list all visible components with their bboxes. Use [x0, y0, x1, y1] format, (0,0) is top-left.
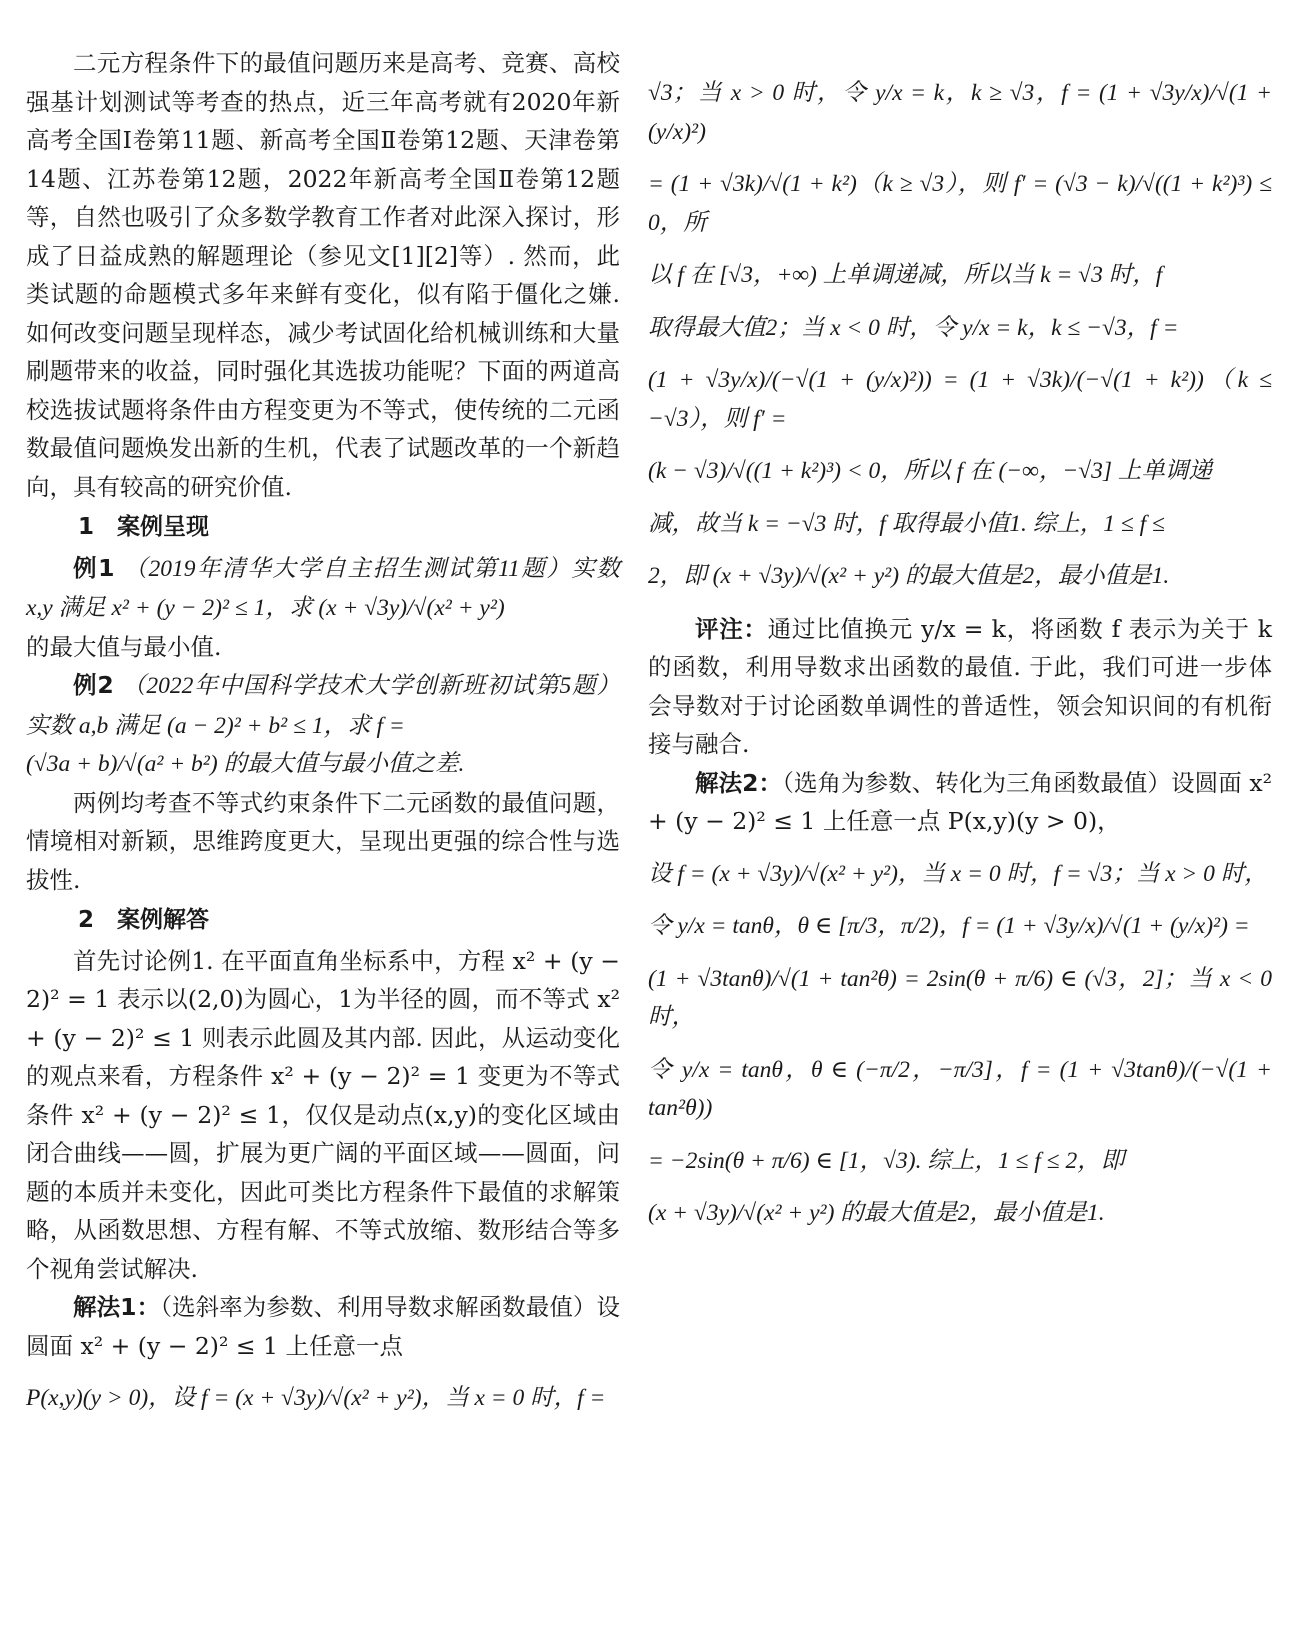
- solution-2: [648, 764, 1272, 841]
- math-line-5: (1 + √3y/x)/(−√(1 + (y/x)²)) = (1 + √3k)/(−√(1 + k²))（k ≤ −√3），则 f′ =: [648, 367, 1272, 432]
- example-1-text: （2019年清华大学自主招生测试第11题）实数 x,y 满足 x² + (y − 2)² ≤ 1，求 (x + √3y)/√(x² + y²): [26, 555, 620, 621]
- math-line-8: 2，即 (x + √3y)/√(x² + y²) 的最大值是2，最小值是1.: [648, 563, 1170, 589]
- solution-2-text: （选角为参数、转化为三角函数最值）设圆面 x² + (y − 2)² ≤ 1 上任意一点 P(x,y)(y > 0)，: [648, 768, 1272, 835]
- math-line-6: (k − √3)/√((1 + k²)³) < 0，所以 f 在 (−∞，−√3] 上单调递: [648, 458, 1212, 484]
- section-1-heading: 1 案例呈现: [78, 514, 210, 540]
- intro-paragraph: 二元方程条件下的最值问题历来是高考、竞赛、高校强基计划测试等考查的热点，近三年高考就有2020年新高考全国Ⅰ卷第11题、新高考全国Ⅱ卷第12题、天津卷第14题、江苏卷第12题，2022年新高考全国Ⅱ卷第12题等，自然也吸引了众多数学教育工作者对此深入探讨，形成了日益成熟的解题理论（参见文[1][2]等）. 然而，此类试题的命题模式多年来鲜有变化，似有陷于僵化之嫌. 如何改变问题呈现样态，减少考试固化给机械训练和大量刷题带来的收益，同时强化其选拔功能呢？下面的两道高校选拔试题将条件由方程变更为不等式，使传统的二元函数最值问题焕发出新的生机，代表了试题改革的一个新趋向，具有较高的研究价值.: [26, 49, 620, 501]
- example-2-label: 例2: [73, 671, 114, 699]
- math-line-13: = −2sin(θ + π/6) ∈ [1，√3). 综上，1 ≤ f ≤ 2，即: [648, 1147, 1125, 1174]
- math-line-9: 设 f = (x + √3y)/√(x² + y²)，当 x = 0 时，f = √3；当 x > 0 时，: [648, 860, 1268, 887]
- example-2-text: （2022年中国科学技术大学创新班初试第5题）实数 a,b 满足 (a − 2)² + b² ≤ 1，求 f =: [26, 673, 620, 739]
- math-line-1: √3；当 x > 0 时，令 y/x = k，k ≥ √3，f = (1 + √3y/x)/√(1 + (y/x)²): [648, 80, 1272, 145]
- right-column: [648, 60, 1272, 1247]
- math-line-10: 令 y/x = tanθ，θ ∈ [π/3，π/2)，f = (1 + √3y/x)/√(1 + (y/x)²) =: [648, 913, 1250, 939]
- comment-text: 通过比值换元 y/x = k，将函数 f 表示为关于 k 的函数，利用导数求出函数的最值. 于此，我们可进一步体会导数对于讨论函数单调性的普适性，领会知识间的有机衔接与融合.: [648, 614, 1273, 758]
- math-line-4: 取得最大值2；当 x < 0 时，令 y/x = k，k ≤ −√3，f =: [648, 314, 1179, 341]
- math-line-12: 令 y/x = tanθ，θ ∈ (−π/2，−π/3]，f = (1 + √3tanθ)/(−√(1 + tan²θ)): [648, 1056, 1272, 1121]
- comment-label: 评注：: [695, 614, 768, 643]
- section-2-heading: 2 案例解答: [78, 907, 210, 933]
- math-line-3: 以 f 在 [√3，+∞) 上单调递减，所以当 k = √3 时，f: [648, 262, 1163, 288]
- math-line-2: = (1 + √3k)/√(1 + k²)（k ≥ √3），则 f′ = (√3 − k)/√((1 + k²)³) ≤ 0，所: [648, 171, 1272, 236]
- solution-1-label: 解法1：: [73, 1293, 161, 1321]
- math-line-7: 减，故当 k = −√3 时，f 取得最小值1. 综上，1 ≤ f ≤: [648, 510, 1165, 537]
- solution-1: [26, 1288, 620, 1365]
- example-1-label: 例1: [73, 553, 115, 582]
- both-examples-paragraph: 两例均考查不等式约束条件下二元函数的最值问题，情境相对新颖，思维跨度更大，呈现出更强的综合性与选拔性.: [26, 788, 620, 894]
- solution-1-text: （选斜率为参数、利用导数求解函数最值）设圆面 x² + (y − 2)² ≤ 1 上任意一点: [26, 1293, 620, 1360]
- math-line-14: (x + √3y)/√(x² + y²) 的最大值是2，最小值是1.: [648, 1200, 1105, 1226]
- comment-paragraph: [648, 610, 1272, 764]
- left-column: [26, 44, 620, 1432]
- analysis-paragraph: 首先讨论例1. 在平面直角坐标系中，方程 x² + (y − 2)² = 1 表示以(2,0)为圆心，1为半径的圆，而不等式 x² + (y − 2)² ≤ 1 则表示此圆及其内部. 因此，从运动变化的观点来看，方程条件 x² + (y − 2)² = 1 变更为不等式条件 x² + (y − 2)² ≤ 1，仅仅是动点(x,y)的变化区域由闭合曲线——圆，扩展为更广阔的平面区域——圆面，问题的本质并未变化，因此可类比方程条件下最值的求解策略，从函数思想、方程有解、不等式放缩、数形结合等多个视角尝试解决.: [26, 946, 620, 1283]
- example-2: [26, 666, 620, 745]
- solution-1-line: P(x,y)(y > 0)，设 f = (x + √3y)/√(x² + y²)，当 x = 0 时，f =: [26, 1385, 606, 1411]
- example-2-tail: (√3a + b)/√(a² + b²) 的最大值与最小值之差.: [26, 751, 465, 777]
- example-1: [26, 549, 620, 628]
- solution-2-label: 解法2：: [695, 768, 783, 797]
- example-1-tail: 的最大值与最小值.: [26, 632, 222, 661]
- math-line-11: (1 + √3tanθ)/√(1 + tan²θ) = 2sin(θ + π/6) ∈ (√3，2]；当 x < 0 时，: [648, 965, 1272, 1030]
